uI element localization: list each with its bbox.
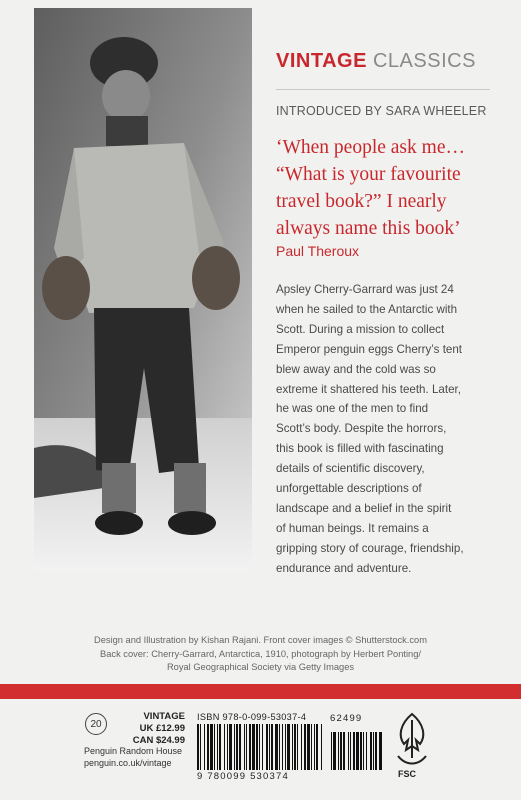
- barcode-bar: [271, 724, 273, 770]
- barcode-bar: [207, 724, 209, 770]
- blurb-line: unforgettable descriptions of: [276, 482, 422, 496]
- barcode-bar: [246, 724, 247, 770]
- barcode-addon-bar: [356, 732, 359, 770]
- barcode-bar: [282, 724, 283, 770]
- brand-classics: CLASSICS: [372, 50, 476, 72]
- price-block: [116, 711, 185, 747]
- barcode-bar: [256, 724, 258, 770]
- barcode-bar: [275, 724, 278, 770]
- barcode-addon-digits: 62499: [330, 713, 363, 724]
- barcode-addon-bar: [370, 732, 372, 770]
- barcode-bar: [285, 724, 286, 770]
- publisher-brand: [276, 50, 476, 73]
- barcode-bar: [262, 724, 263, 770]
- barcode-bar: [266, 724, 268, 770]
- credit-line: Back cover: Cherry-Garrard, Antarctica, 1910, photograph by Herbert Ponting/: [100, 648, 421, 659]
- blurb-line: endurance and adventure.: [276, 561, 412, 575]
- barcode-bar: [297, 724, 298, 770]
- barcode-bar: [236, 724, 238, 770]
- barcode-bar: [227, 724, 228, 770]
- barcode-bar: [269, 724, 270, 770]
- publisher-url: penguin.co.uk/vintage: [84, 758, 172, 768]
- price-imprint: VINTAGE: [143, 711, 185, 722]
- barcode-bar: [214, 724, 215, 770]
- barcode-bar: [244, 724, 245, 770]
- blurb-line: Apsley Cherry-Garrard was just 24: [276, 283, 454, 296]
- publisher-info: [84, 745, 182, 769]
- barcode-addon-bar: [373, 732, 374, 770]
- red-band: [0, 684, 521, 699]
- barcode-bar: [279, 724, 280, 770]
- credit-line: Design and Illustration by Kishan Rajani. Front cover images © Shutterstock.com: [94, 635, 427, 645]
- barcode-bar: [292, 724, 293, 770]
- isbn-label: ISBN 978-0-099-53037-4: [197, 712, 307, 722]
- barcode-bar: [259, 724, 260, 770]
- barcode-addon-bar: [379, 732, 382, 770]
- divider: [276, 89, 490, 90]
- fsc-label: FSC: [398, 769, 416, 779]
- blurb-line: he was one of the men to find: [276, 402, 429, 416]
- blurb-line: this book is filled with fascinating: [276, 442, 444, 456]
- barcode-bar: [210, 724, 213, 770]
- quote-line: ‘When people ask me…: [276, 137, 465, 158]
- price-uk: UK £12.99: [139, 723, 185, 734]
- barcode-bar: [224, 724, 225, 770]
- barcode-addon-bar: [350, 732, 351, 770]
- barcode-bar: [287, 724, 290, 770]
- barcode-bar: [234, 724, 235, 770]
- barcode-bar: [217, 724, 218, 770]
- barcode-bar: [219, 724, 221, 770]
- barcode-addon-bar: [333, 732, 336, 770]
- blurb-line: details of scientific discovery,: [276, 462, 425, 476]
- barcode-bar: [239, 724, 241, 770]
- barcode-addon-bar: [363, 732, 364, 770]
- blurb-line: extreme it shattered his teeth. Later,: [276, 382, 461, 396]
- barcode-addon-bar: [343, 732, 345, 770]
- barcode-addon-bar: [375, 732, 377, 770]
- barcode-bar: [314, 724, 315, 770]
- blurb-line: blew away and the cold was so: [276, 362, 436, 376]
- barcode-digits: 9 780099 530374: [197, 771, 289, 782]
- blurb-line: when he sailed to the Antarctic with: [276, 302, 458, 316]
- blurb-line: of human beings. It remains a: [276, 521, 429, 535]
- barcode-bar: [252, 724, 255, 770]
- blurb-line: landscape and a belief in the spirit: [276, 501, 452, 515]
- book-blurb: [276, 280, 516, 579]
- quote-line: “What is your favourite: [276, 164, 461, 185]
- barcode-addon-bar: [338, 732, 339, 770]
- barcode-bar: [307, 724, 310, 770]
- barcode-bar: [316, 724, 318, 770]
- brand-vintage: VINTAGE: [276, 50, 367, 72]
- barcode-addon-bar: [331, 732, 332, 770]
- barcode-bar: [311, 724, 312, 770]
- blurb-line: Scott. During a mission to collect: [276, 322, 445, 336]
- blurb-line: Scott’s body. Despite the horrors,: [276, 422, 447, 436]
- credit-line: Royal Geographical Society via Getty Images: [166, 662, 355, 672]
- cover-photograph: [34, 8, 252, 571]
- quote-line: travel book?” I nearly: [276, 191, 447, 212]
- pull-quote: [276, 134, 496, 242]
- barcode-bar: [304, 724, 306, 770]
- quote-attribution: Paul Theroux: [276, 243, 360, 259]
- barcode-bar: [249, 724, 251, 770]
- age-rating-badge: 20: [85, 713, 107, 735]
- blurb-line: gripping story of courage, friendship,: [276, 541, 464, 555]
- barcode-addon-bar: [348, 732, 349, 770]
- barcode-bar: [197, 724, 199, 770]
- fsc-tree-icon: [392, 710, 432, 768]
- price-can: CAN $24.99: [132, 735, 185, 746]
- barcode-addon-bar: [353, 732, 355, 770]
- barcode-bar: [301, 724, 302, 770]
- barcode: [197, 724, 382, 772]
- barcode-bar: [294, 724, 296, 770]
- barcode-bar: [204, 724, 205, 770]
- barcode-addon-bar: [360, 732, 362, 770]
- barcode-bar: [229, 724, 232, 770]
- introduction-credit: INTRODUCED BY SARA WHEELER: [276, 104, 487, 118]
- image-credits: [0, 634, 521, 675]
- blurb-line: Emperor penguin eggs Cherry’s tent: [276, 342, 463, 356]
- barcode-bar: [200, 724, 201, 770]
- barcode-addon-bar: [340, 732, 342, 770]
- barcode-bar: [321, 724, 322, 770]
- barcode-addon-bar: [366, 732, 367, 770]
- publisher-line: Penguin Random House: [84, 746, 183, 756]
- quote-line: always name this book’: [276, 218, 461, 239]
